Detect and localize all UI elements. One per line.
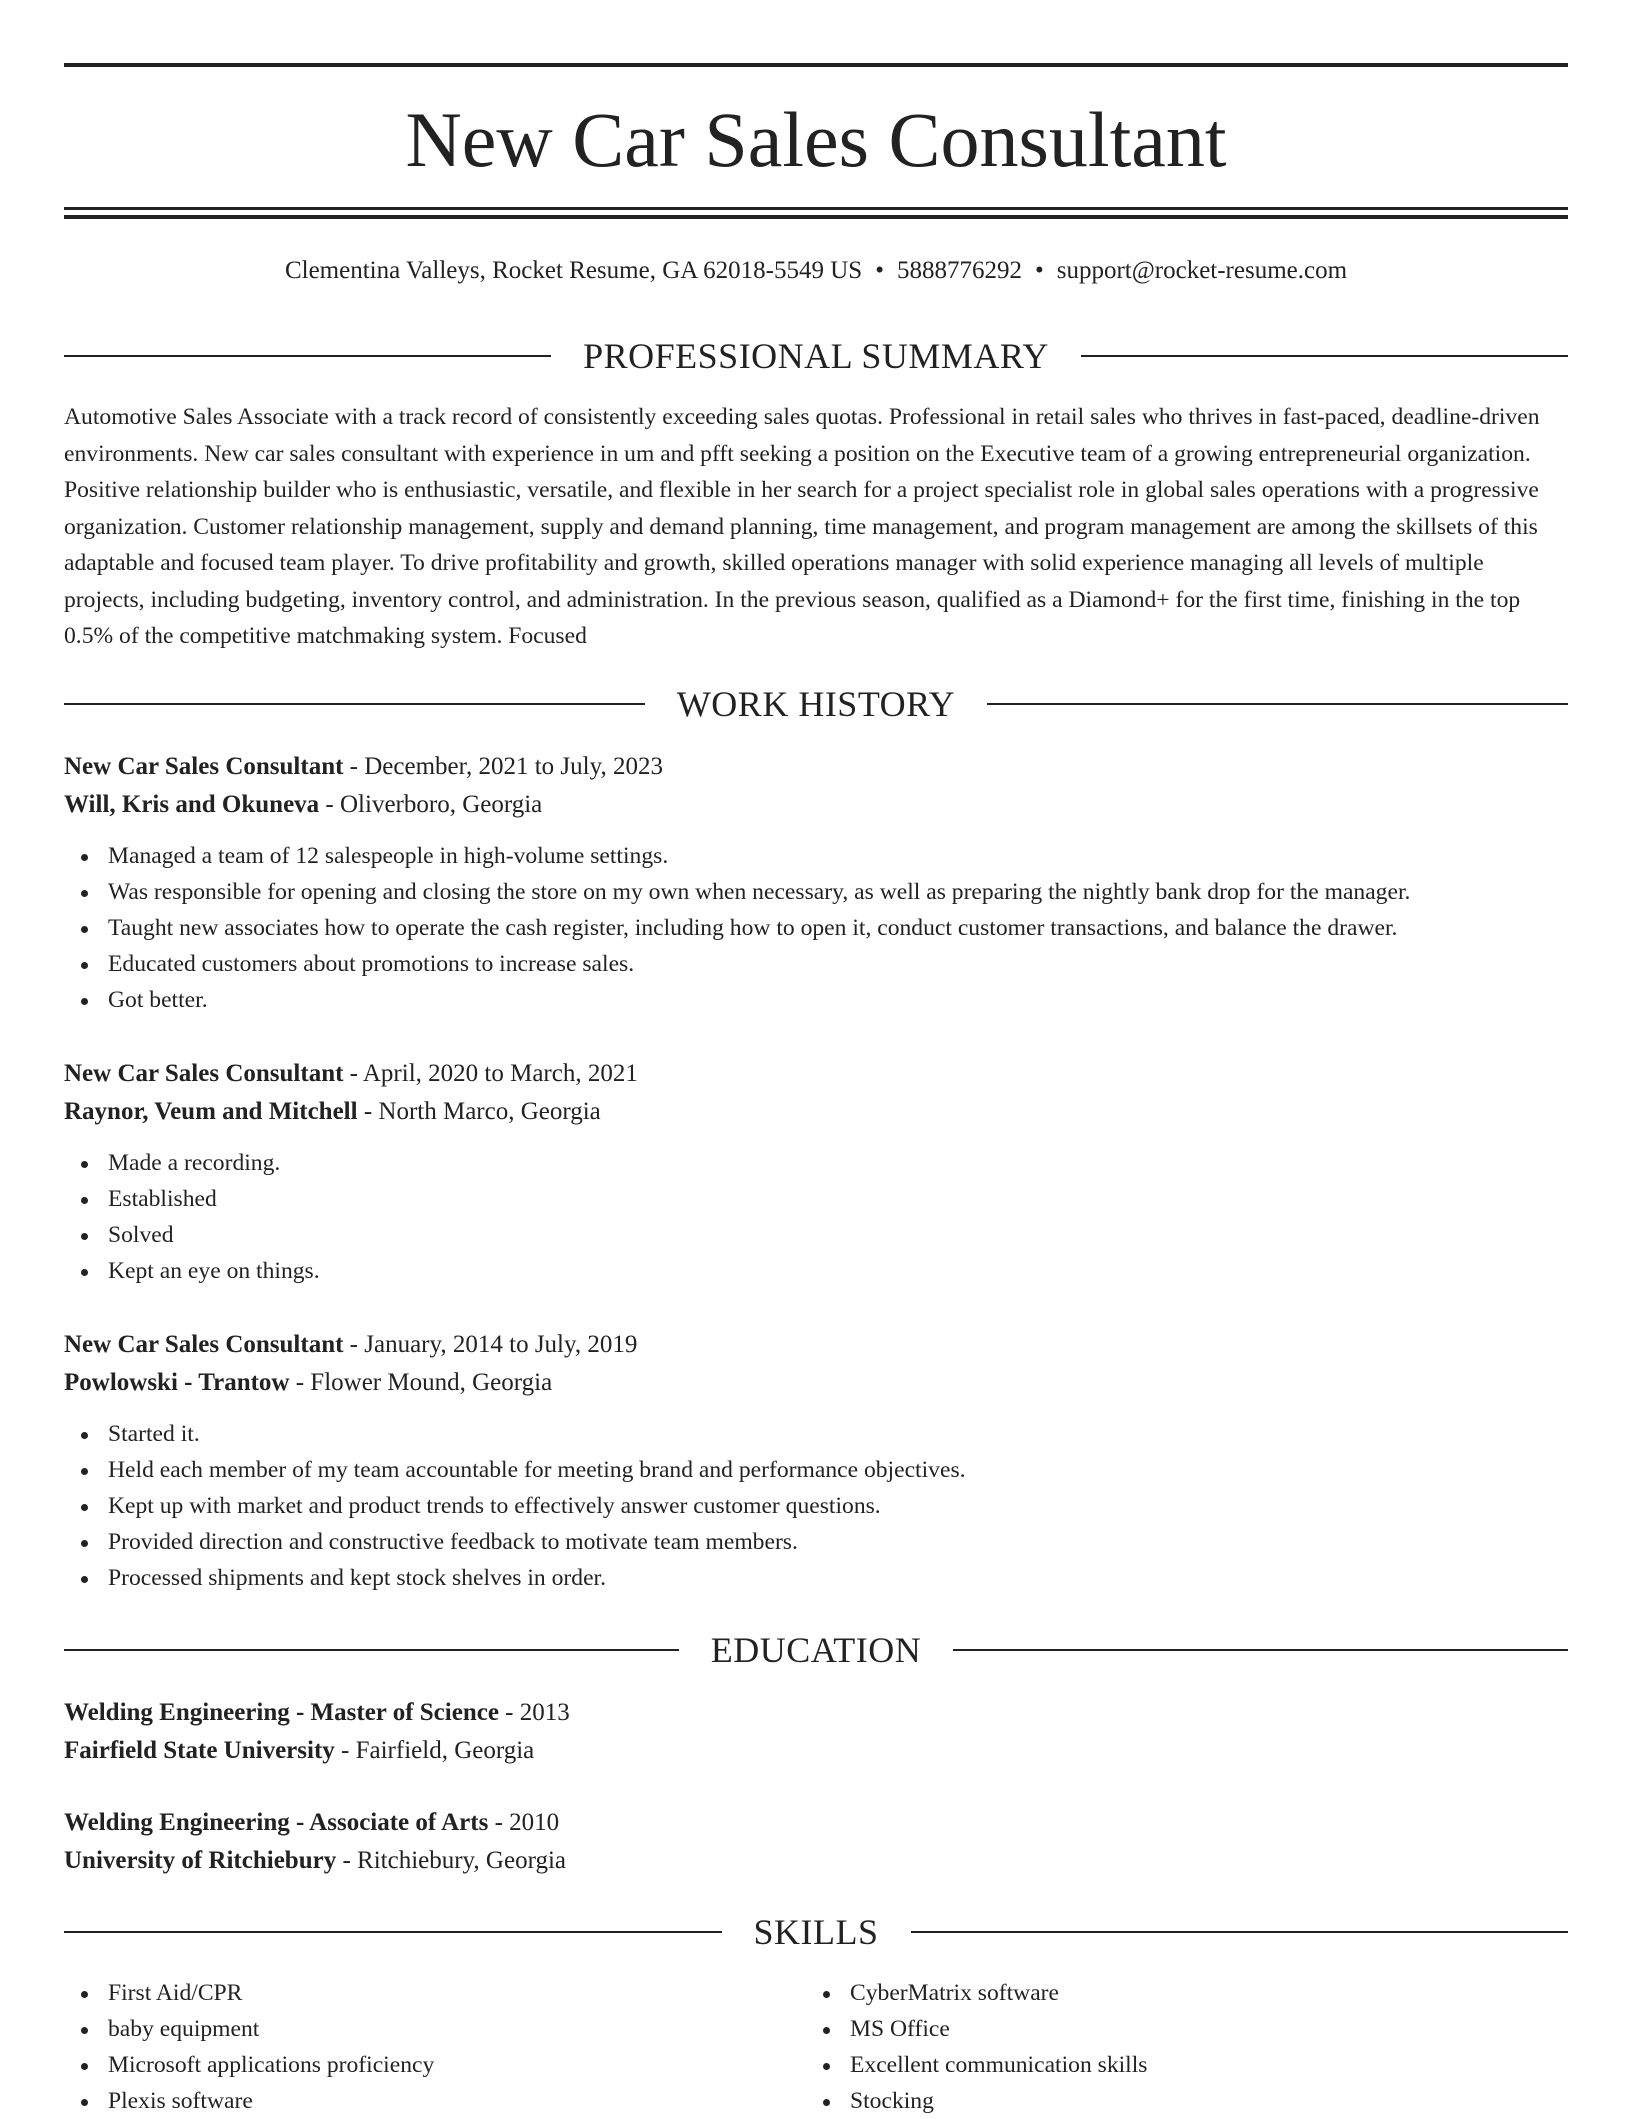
education-location: - Fairfield, Georgia [334, 1737, 535, 1764]
section-title: EDUCATION [710, 1630, 922, 1670]
education-degree-line [64, 1694, 1568, 1732]
list-item: Stocking [806, 2083, 1548, 2119]
list-item: CyberMatrix software [806, 1975, 1548, 2011]
job-bullets [64, 1416, 1568, 1596]
list-item: MS Office [806, 2011, 1548, 2047]
job-entry [64, 1055, 1568, 1289]
list-item: Kept an eye on things. [64, 1253, 1568, 1289]
job-company: Will, Kris and Okuneva [64, 791, 320, 818]
section-rule-left [64, 1649, 679, 1651]
job-location: - Oliverboro, Georgia [319, 791, 543, 818]
job-bullets [64, 1145, 1568, 1289]
education-degree-line [64, 1804, 1568, 1842]
resume-name: New Car Sales Consultant [405, 96, 1227, 183]
job-title-line [64, 1326, 1568, 1364]
education-degree: Welding Engineering - Master of Science [64, 1699, 499, 1726]
list-item: Established [64, 1181, 1568, 1217]
list-item: First Aid/CPR [64, 1975, 806, 2011]
job-company-line [64, 786, 1568, 824]
section-heading-skills [64, 1910, 1568, 1954]
job-role: New Car Sales Consultant [64, 753, 344, 780]
section-rule-left [64, 355, 551, 357]
section-rule-right [987, 703, 1568, 705]
job-title-line [64, 1055, 1568, 1093]
list-item: Made a recording. [64, 1145, 1568, 1181]
contact-email: support@rocket-resume.com [1056, 257, 1348, 284]
education-school: Fairfield State University [64, 1737, 335, 1764]
section-title: PROFESSIONAL SUMMARY [583, 336, 1049, 376]
job-company: Raynor, Veum and Mitchell [64, 1098, 358, 1125]
education-entry [64, 1804, 1568, 1880]
top-rule [64, 63, 1568, 67]
education-location: - Ritchiebury, Georgia [336, 1847, 567, 1874]
job-role: New Car Sales Consultant [64, 1060, 344, 1087]
section-rule-right [953, 1649, 1568, 1651]
education-school-line [64, 1842, 1568, 1880]
list-item: Educated customers about promotions to increase sales. [64, 946, 1568, 982]
list-item: baby equipment [64, 2011, 806, 2047]
list-item: Held each member of my team accountable for meeting brand and performance objectives. [64, 1452, 1568, 1488]
job-entry [64, 1326, 1568, 1596]
list-item: Taught new associates how to operate the cash register, including how to open it, conduct customer transactions, and balance the drawer. [64, 910, 1568, 946]
list-item: Started it. [64, 1416, 1568, 1452]
list-item: Kept up with market and product trends to effectively answer customer questions. [64, 1488, 1568, 1524]
contact-separator: • [1034, 257, 1044, 284]
section-rule-left [64, 703, 645, 705]
section-heading-work [64, 682, 1568, 726]
list-item: Excellent communication skills [806, 2047, 1548, 2083]
job-dates: - April, 2020 to March, 2021 [343, 1060, 638, 1087]
education-school-line [64, 1732, 1568, 1770]
section-rule-right [911, 1931, 1569, 1933]
list-item: Managed a team of 12 salespeople in high-volume settings. [64, 838, 1568, 874]
list-item: Microsoft applications proficiency [64, 2047, 806, 2083]
job-dates: - January, 2014 to July, 2019 [343, 1331, 638, 1358]
job-company-line [64, 1093, 1568, 1131]
contact-phone: 5888776292 [896, 257, 1022, 284]
list-item: Plexis software [64, 2083, 806, 2119]
contact-separator: • [875, 257, 884, 284]
list-item: Got better. [64, 982, 1568, 1018]
job-bullets [64, 838, 1568, 1018]
section-rule-left [64, 1931, 722, 1933]
education-year: - 2010 [488, 1809, 560, 1836]
list-item: Processed shipments and kept stock shelves in order. [64, 1560, 1568, 1596]
job-title-line [64, 748, 1568, 786]
section-heading-education [64, 1628, 1568, 1672]
contact-address: Clementina Valleys, Rocket Resume, GA 62018-5549 US [284, 257, 863, 284]
job-location: - Flower Mound, Georgia [289, 1369, 553, 1396]
summary-text: Automotive Sales Associate with a track record of consistently exceeding sales quotas. Professional in retail sales who thrives in fast-paced, deadline-driven environments. New car sales consultant with experience in um and pfft seeking a position on the Executive team of a growing entrepreneurial organization. Positive relationship builder who is enthusiastic, versatile, and flexible in her search for a project specialist role in global sales operations with a progressive organization. Customer relationship management, supply and demand planning, time management, and program management are among the skillsets of this adaptable and focused team player. To drive profitability and growth, skilled operations manager with solid experience managing all levels of multiple projects, including budgeting, inventory control, and administration. In the previous season, qualified as a Diamond+ for the first time, finishing in the top 0.5% of the competitive matchmaking system. Focused [64, 404, 1540, 649]
section-title: SKILLS [753, 1912, 879, 1952]
list-item: Was responsible for opening and closing the store on my own when necessary, as well as preparing the nightly bank drop for the manager. [64, 874, 1568, 910]
header-rule-upper [64, 207, 1568, 210]
skills-column-right [806, 1975, 1548, 2119]
skills-list [64, 1975, 1568, 2119]
education-degree: Welding Engineering - Associate of Arts [64, 1809, 489, 1836]
job-location: - North Marco, Georgia [357, 1098, 601, 1125]
list-item: Solved [64, 1217, 1568, 1253]
section-rule-right [1081, 355, 1568, 357]
job-entry [64, 748, 1568, 1018]
education-entry [64, 1694, 1568, 1770]
education-school: University of Ritchiebury [64, 1847, 337, 1874]
job-company-line [64, 1364, 1568, 1402]
skills-column-left [64, 1975, 806, 2119]
contact-line [64, 253, 1568, 289]
job-dates: - December, 2021 to July, 2023 [343, 753, 663, 780]
list-item: Provided direction and constructive feedback to motivate team members. [64, 1524, 1568, 1560]
section-title: WORK HISTORY [676, 684, 956, 724]
education-year: - 2013 [498, 1699, 570, 1726]
section-heading-summary [64, 334, 1568, 378]
header-rule-lower [64, 215, 1568, 219]
job-role: New Car Sales Consultant [64, 1331, 344, 1358]
job-company: Powlowski - Trantow [64, 1369, 290, 1396]
